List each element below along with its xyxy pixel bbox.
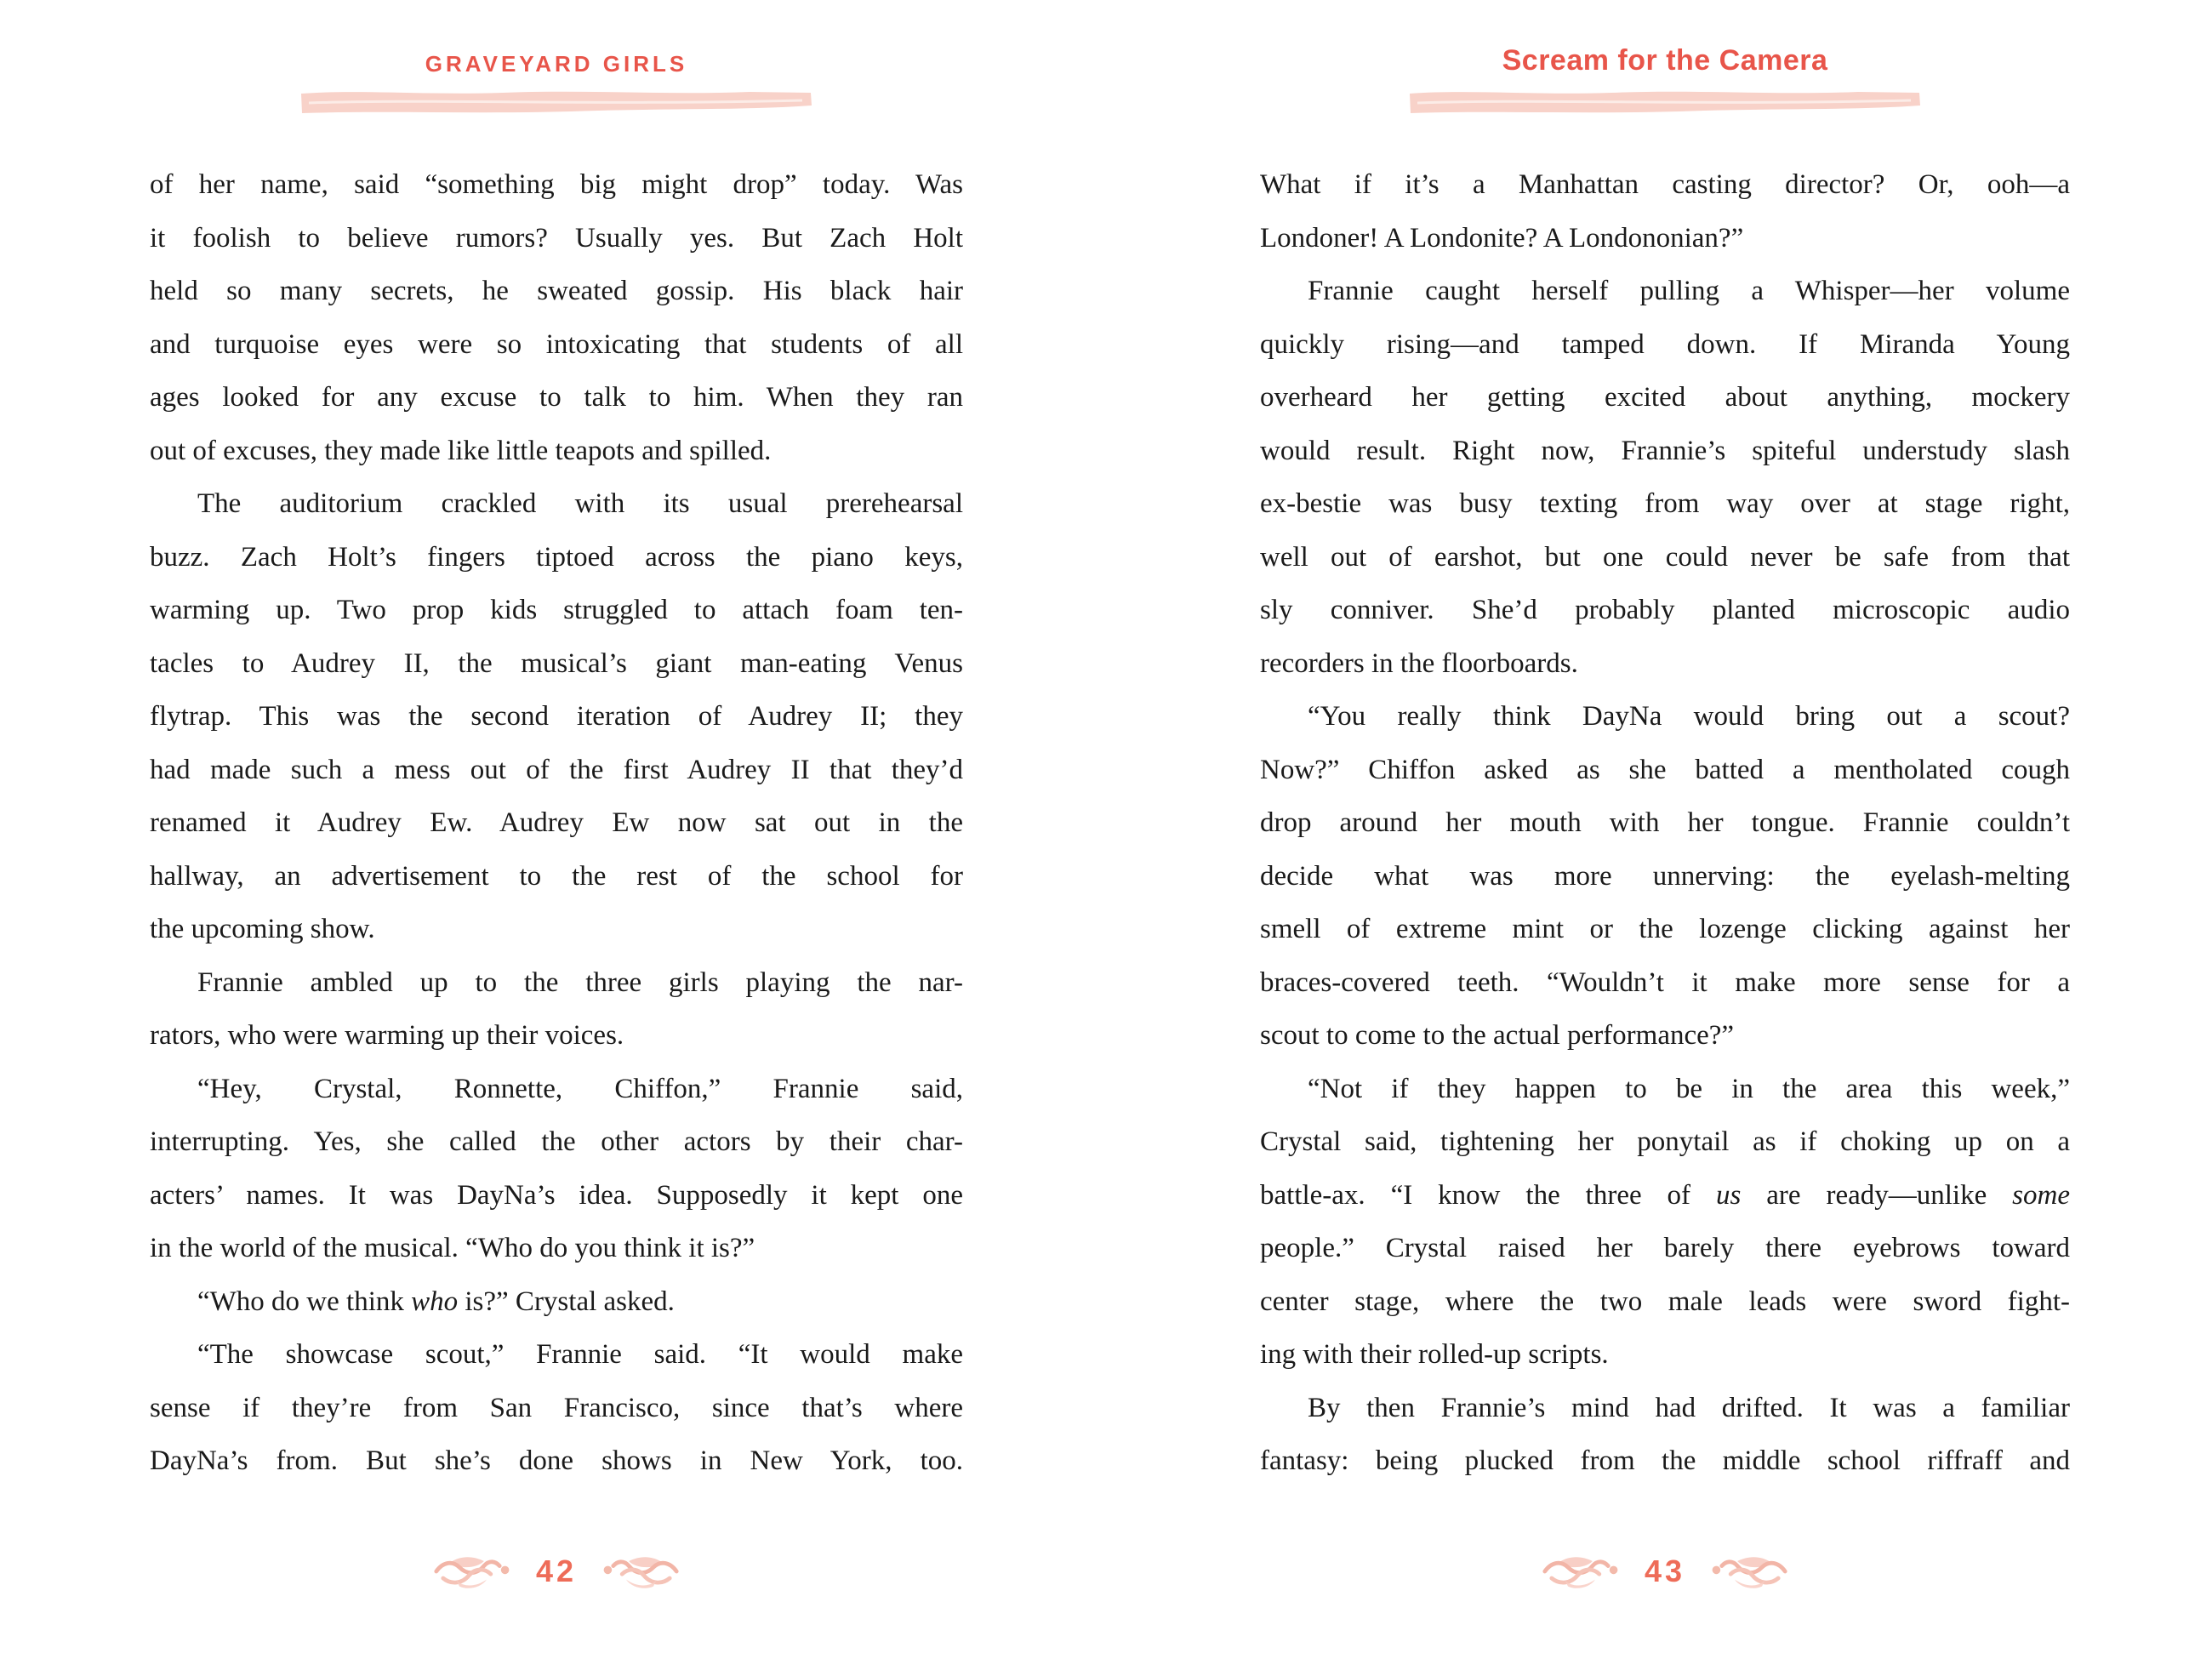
page-footer-left [150,1550,963,1593]
text-line: rators, who were warming up their voices. [150,1020,624,1051]
text-line: it foolish to believe rumors? Usually yes. But Zach Holt [150,222,963,254]
text-line: recorders in the floorboards. [1260,647,1578,679]
text-line: hallway, an advertisement to the rest of the school for [150,860,963,892]
text-line: “Not if they happen to be in the area this week,” [1308,1073,2070,1104]
brush-stroke-icon [299,88,814,115]
text-line: drop around her mouth with her tongue. Frannie couldn’t [1260,807,2070,838]
text-line: battle-ax. “I know the three of us are ready—unlike some [1260,1179,2070,1211]
text-line: braces-covered teeth. “Wouldn’t it make more sense for a [1260,966,2070,998]
text-line: renamed it Audrey Ew. Audrey Ew now sat out in the [150,807,963,838]
page-left [150,0,963,1659]
text-line: quickly rising—and tamped down. If Miranda Young [1260,328,2070,360]
text-line: smell of extreme mint or the lozenge clicking against her [1260,914,2070,944]
text-line: DayNa’s from. But she’s done shows in New York, too. [150,1445,963,1476]
brush-stroke-icon [1407,88,1923,115]
text-line: sly conniver. She’d probably planted microscopic audio [1260,595,2070,625]
page-number-right: 43 [1644,1554,1686,1588]
text-line: sense if they’re from San Francisco, since that’s where [150,1392,963,1423]
text-line: held so many secrets, he sweated gossip. His black hair [150,276,963,306]
text-line: “Hey, Crystal, Ronnette, Chiffon,” Frannie said, [197,1073,963,1104]
text-line: overheard her getting excited about anything, mockery [1260,382,2070,413]
running-head-chapter: Scream for the Camera [1502,44,1828,77]
text-line: Frannie caught herself pulling a Whisper—her volume [1308,276,2070,306]
text-line: tacles to Audrey II, the musical’s giant man-eating Venus [150,647,963,679]
text-line: warming up. Two prop kids struggled to attach foam ten- [150,595,963,625]
text-line: in the world of the musical. “Who do you think it is?” [150,1233,755,1263]
page-body-left [150,158,963,1488]
text-line: buzz. Zach Holt’s fingers tiptoed across the piano keys, [150,541,963,573]
text-line: decide what was more unnerving: the eyelash-melting [1260,860,2070,892]
text-line: Frannie ambled up to the three girls playing the nar- [197,966,963,998]
text-line: would result. Right now, Frannie’s spiteful understudy slash [1260,435,2070,466]
text-line: “Who do we think who is?” Crystal asked. [197,1286,675,1317]
text-line: Londoner! A Londonite? A Londononian?” [1260,222,1744,254]
text-line: ex-bestie was busy texting from way over at stage right, [1260,488,2070,519]
text-line: The auditorium crackled with its usual prerehearsal [197,488,963,519]
text-line: scout to come to the actual performance?” [1260,1020,1735,1051]
text-line: people.” Crystal raised her barely there eyebrows toward [1260,1233,2070,1263]
text-line: fantasy: being plucked from the middle school riffraff and [1260,1445,2070,1476]
page-number-left: 42 [535,1554,578,1588]
page-right [1260,0,2070,1659]
text-line: ing with their rolled-up scripts. [1260,1339,1609,1370]
text-line: flytrap. This was the second iteration of Audrey II; they [150,701,963,732]
flourish-icon [602,1550,681,1593]
page-body-right [1260,158,2070,1488]
text-line: acters’ names. It was DayNa’s idea. Supposedly it kept one [150,1179,963,1211]
text-line: Now?” Chiffon asked as she batted a mentholated cough [1260,754,2070,785]
text-line: of her name, said “something big might drop” today. Was [150,169,963,200]
text-line: the upcoming show. [150,914,375,944]
text-line: “The showcase scout,” Frannie said. “It would make [197,1339,963,1370]
text-line: Crystal said, tightening her ponytail as if choking up on a [1260,1126,2070,1157]
text-line: interrupting. Yes, she called the other actors by their char- [150,1126,963,1157]
text-line: well out of earshot, but one could never be safe from that [1260,541,2070,573]
text-line: and turquoise eyes were so intoxicating that students of all [150,328,963,360]
running-head-series: GRAVEYARD GIRLS [425,51,688,77]
text-line: What if it’s a Manhattan casting director? Or, ooh—a [1260,169,2070,200]
text-line: had made such a mess out of the first Audrey II that they’d [150,754,963,785]
text-line: out of excuses, they made like little teapots and spilled. [150,435,772,466]
text-line: ages looked for any excuse to talk to him. When they ran [150,382,963,413]
text-line: By then Frannie’s mind had drifted. It was a familiar [1308,1392,2070,1423]
flourish-icon [1711,1550,1789,1593]
text-line: center stage, where the two male leads were sword fight- [1260,1286,2070,1317]
page-footer-right [1260,1550,2070,1593]
text-line: “You really think DayNa would bring out a scout? [1308,701,2070,732]
flourish-icon [1541,1550,1619,1593]
flourish-icon [432,1550,510,1593]
